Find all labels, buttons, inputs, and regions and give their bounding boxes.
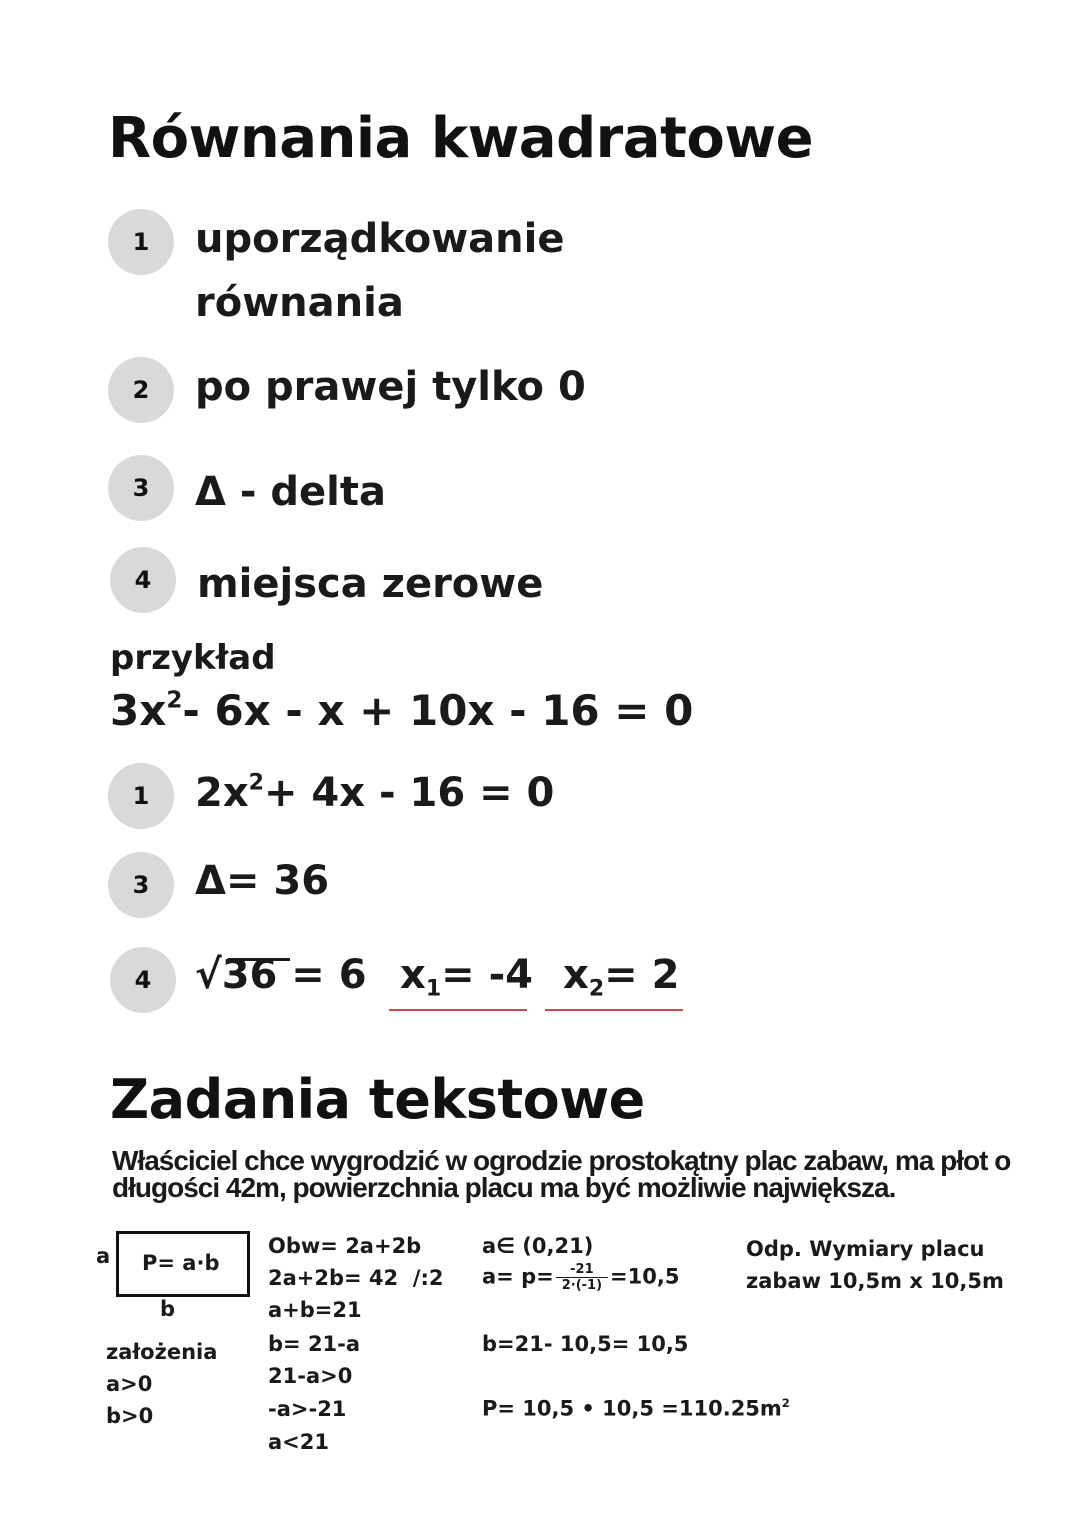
vertex-line: a= p= $\frac{-21}{2\cdot(-1)}$ =10,5 [482, 1262, 680, 1293]
eq-term: 2x [195, 770, 249, 816]
calc-line: a<21 [268, 1430, 329, 1454]
calc-line: -a>-21 [268, 1397, 347, 1421]
answer-line2: zabaw 10,5m x 10,5m [746, 1269, 1004, 1293]
assumption-b: b>0 [106, 1404, 154, 1428]
step-2-text: po prawej tylko 0 [195, 364, 586, 410]
sqrt-value: 36 [221, 952, 278, 998]
step-1-text-line1: uporządkowanie [195, 216, 565, 262]
root-x2: $x_2= 2$ [563, 952, 680, 1002]
solution-delta: Δ= 36 [195, 858, 330, 904]
page-title: Równania kwadratowe [108, 106, 814, 171]
example-equation [110, 686, 693, 735]
eq-term: 3x [110, 686, 167, 735]
area-formula: P= a·b [142, 1251, 220, 1275]
step-number-badge: 4 [110, 947, 176, 1013]
answer-line1: Odp. Wymiary placu [746, 1237, 985, 1261]
eq-rest: - 6x - x + 10x - 16 = 0 [182, 686, 694, 735]
sqrt-result: = 6 [291, 952, 367, 998]
calc-line: a+b=21 [268, 1298, 362, 1322]
eq-exponent: 2 [248, 770, 264, 796]
task-text-line2: długości 42m, powierzchnia placu ma być możliwie największa. [112, 1172, 896, 1203]
solution-step-1 [195, 770, 554, 816]
side-a-label: a [96, 1244, 111, 1268]
task-text-line1: Właściciel chce wygrodzić w ogrodzie prostokątny plac zabaw, ma płot o [112, 1145, 1011, 1176]
eq-exponent: 2 [166, 687, 183, 714]
domain-line: a∈ (0,21) [482, 1234, 594, 1258]
calc-line: 2a+2b= 42 /:2 [268, 1266, 444, 1290]
step-3-text: Δ - delta [195, 469, 386, 515]
calc-line: Obw= 2a+2b [268, 1234, 422, 1258]
section-title: Zadania tekstowe [110, 1068, 645, 1131]
step-number-badge: 4 [110, 547, 176, 613]
step-number-badge: 1 [108, 763, 174, 829]
vertex-fraction: $\frac{-21}{2\cdot(-1)}$ [556, 1262, 608, 1293]
step-number-badge: 3 [108, 852, 174, 918]
calc-line: 21-a>0 [268, 1364, 353, 1388]
x1-underline [389, 1009, 527, 1011]
root-x1: $x_1= -4$ [400, 952, 533, 1002]
assumptions-heading: założenia [106, 1340, 218, 1364]
step-4-text: miejsca zerowe [197, 561, 544, 607]
step-number-badge: 3 [108, 455, 174, 521]
calc-line: b= 21-a [268, 1332, 361, 1356]
solution-roots [195, 952, 367, 998]
eq-rest: + 4x - 16 = 0 [263, 770, 555, 816]
sqrt-sign: √ [195, 952, 222, 998]
b-value-line: b=21- 10,5= 10,5 [482, 1332, 689, 1356]
area-line: P= 10,5 • $10,5 =110.25m^2$ [482, 1396, 790, 1421]
step-number-badge: 1 [108, 209, 174, 275]
side-b-label: b [160, 1297, 176, 1321]
step-1-text-line2: równania [195, 280, 404, 326]
x2-underline [545, 1009, 683, 1011]
assumption-a: a>0 [106, 1372, 153, 1396]
example-label: przykład [110, 638, 276, 678]
step-number-badge: 2 [108, 357, 174, 423]
